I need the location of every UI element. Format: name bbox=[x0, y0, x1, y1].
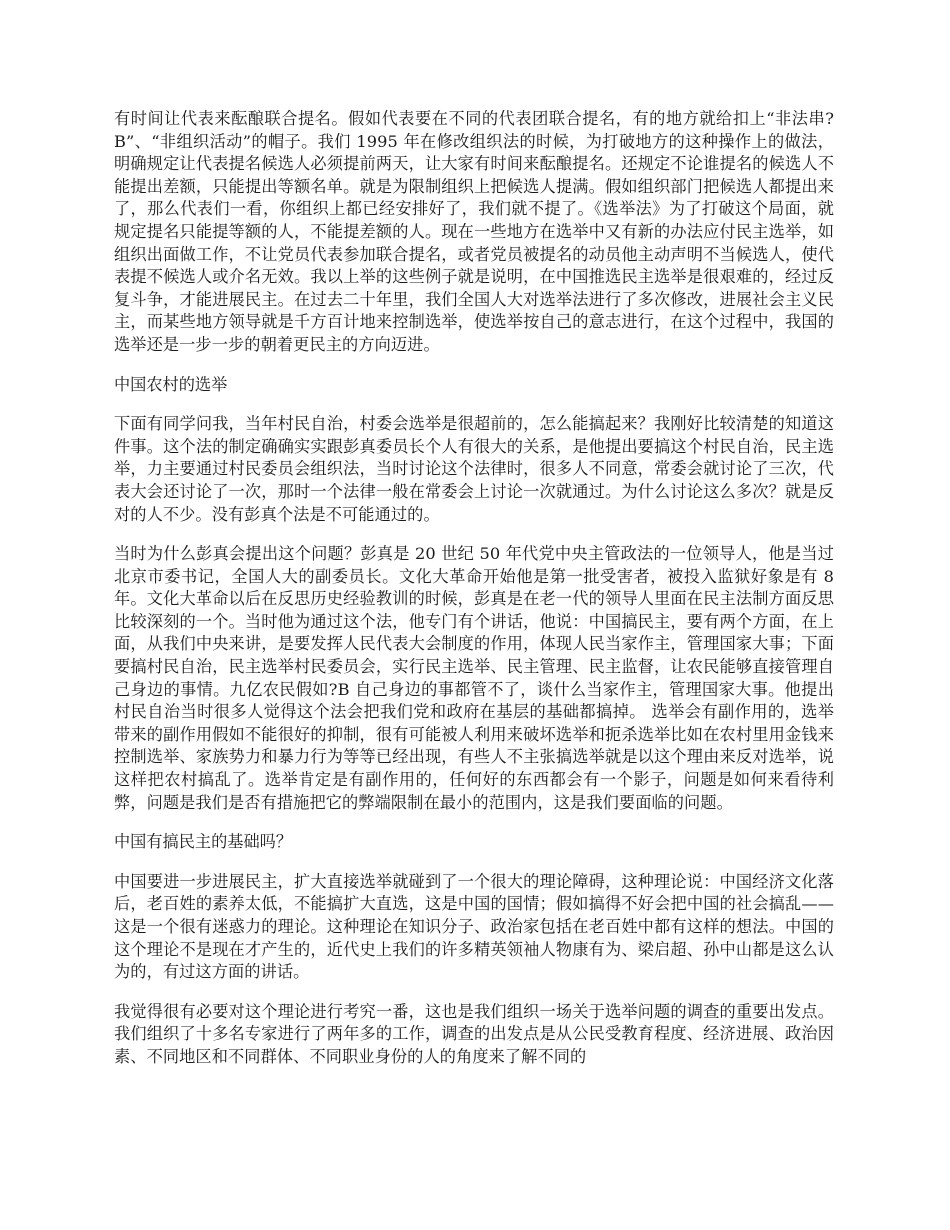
section-heading-democracy-foundation: 中国有搞民主的基础吗？ bbox=[114, 832, 293, 852]
paragraph-research-survey: 我觉得很有必要对这个理论进行考究一番，这也是我们组织一场关于选举问题的调查的重要出发点。我们组织了十多名专家进行了两年多的工作，调查的出发点是从公民受教育程度、经济进展、政治因素、不同地区和不同群体、不同职业身份的人的角度来了解不同的 bbox=[114, 1001, 834, 1066]
paragraph-election-nomination: 有时间让代表来酝酿联合提名。假如代表要在不同的代表团联合提名，有的地方就给扣上“非法串?B”、“非组织活动”的帽子。我们 1995 年在修改组织法的时候，为打破地方的这种操作上的做法，明确规定让代表提名候选人必须提前两天，让大家有时间来酝酿提名。还规定不论谁提名的候选人不能提出差额，只能提出等额名单。就是为限制组织上把候选人提满。假如组织部门把候选人都提出来了，那么代表们一看，你组织上都已经安排好了，我们就不提了。《选举法》为了打破这个局面，就规定提名只能提等额的人，不能提差额的人。现在一些地方在选举中又有新的办法应付民主选举，如组织出面做工作，不让党员代表参加联合提名，或者党员被提名的动员他主动声明不当候选人，使代表提不候选人或介名无效。我以上举的这些例子就是说明，在中国推选民主选举是很艰难的，经过反复斗争，才能进展民主。在过去二十年里，我们全国人大对选举法进行了多次修改，进展社会主义民主，而某些地方领导就是千方百计地来控制选举，使选举按自己的意志进行，在这个过程中，我国的选举还是一步一步的朝着更民主的方向迈进。 bbox=[114, 109, 834, 354]
section-heading-rural-elections: 中国农村的选举 bbox=[114, 374, 228, 394]
paragraph-peng-zhen: 当时为什么彭真会提出这个问题？彭真是 20 世纪 50 年代党中央主管政法的一位领导人，他是当过北京市委书记，全国人大的副委员长。文化大革命开始他是第一批受害者，被投入监狱好象是有 8 年。文化大革命以后在反思历史经验教训的时候，彭真是在老一代的领导人里面在民主法制方面反思比较深刻的一个。当时他为通过这个法，他专门有个讲话，他说：中国搞民主，要有两个方面，在上面，从我们中央来讲，是要发挥人民代表大会制度的作用，体现人民当家作主，管理国家大事；下面要搞村民自治，民主选举村民委员会，实行民主选举、民主管理、民主监督，让农民能够直接管理自己身边的事情。九亿农民假如?B 自己身边的事都管不了，谈什么当家作主，管理国家大事。他提出村民自治当时很多人觉得这个法会把我们党和政府在基层的基础都搞掉。 选举会有副作用的，选举带来的副作用假如不能很好的抑制，很有可能被人利用来破坏选举和扼杀选举比如在农村里用金钱来控制选举、家族势力和暴力行为等等已经出现，有些人不主张搞选举就是以这个理由来反对选举，说这样把农村搞乱了。选举肯定是有副作用的，任何好的东西都会有一个影子，问题是如何来看待利弊，问题是我们是否有措施把它的弊端限制在最小的范围内，这是我们要面临的问题。 bbox=[114, 544, 834, 812]
document-page bbox=[114, 108, 834, 1086]
paragraph-village-self-governance: 下面有同学问我，当年村民自治，村委会选举是很超前的，怎么能搞起来？我刚好比较清楚的知道这件事。这个法的制定确确实实跟彭真委员长个人有很大的关系，是他提出要搞这个村民自治，民主选举，力主要通过村民委员会组织法，当时讨论这个法律时，很多人不同意，常委会就讨论了三次，代表大会还讨论了一次，那时一个法律一般在常委会上讨论一次就通过。为什么讨论这么多次？就是反对的人不少。没有彭真个法是不可能通过的。 bbox=[114, 414, 834, 524]
paragraph-theoretical-obstacle: 中国要进一步进展民主，扩大直接选举就碰到了一个很大的理论障碍，这种理论说：中国经济文化落后，老百姓的素养太低，不能搞扩大直选，这是中国的国情；假如搞得不好会把中国的社会搞乱——这是一个很有迷惑力的理论。这种理论在知识分子、政治家包括在老百姓中都有这样的想法。中国的这个理论不是现在才产生的，近代史上我们的许多精英领袖人物康有为、梁启超、孙中山都是这么认为的，有过这方面的讲话。 bbox=[114, 871, 834, 982]
